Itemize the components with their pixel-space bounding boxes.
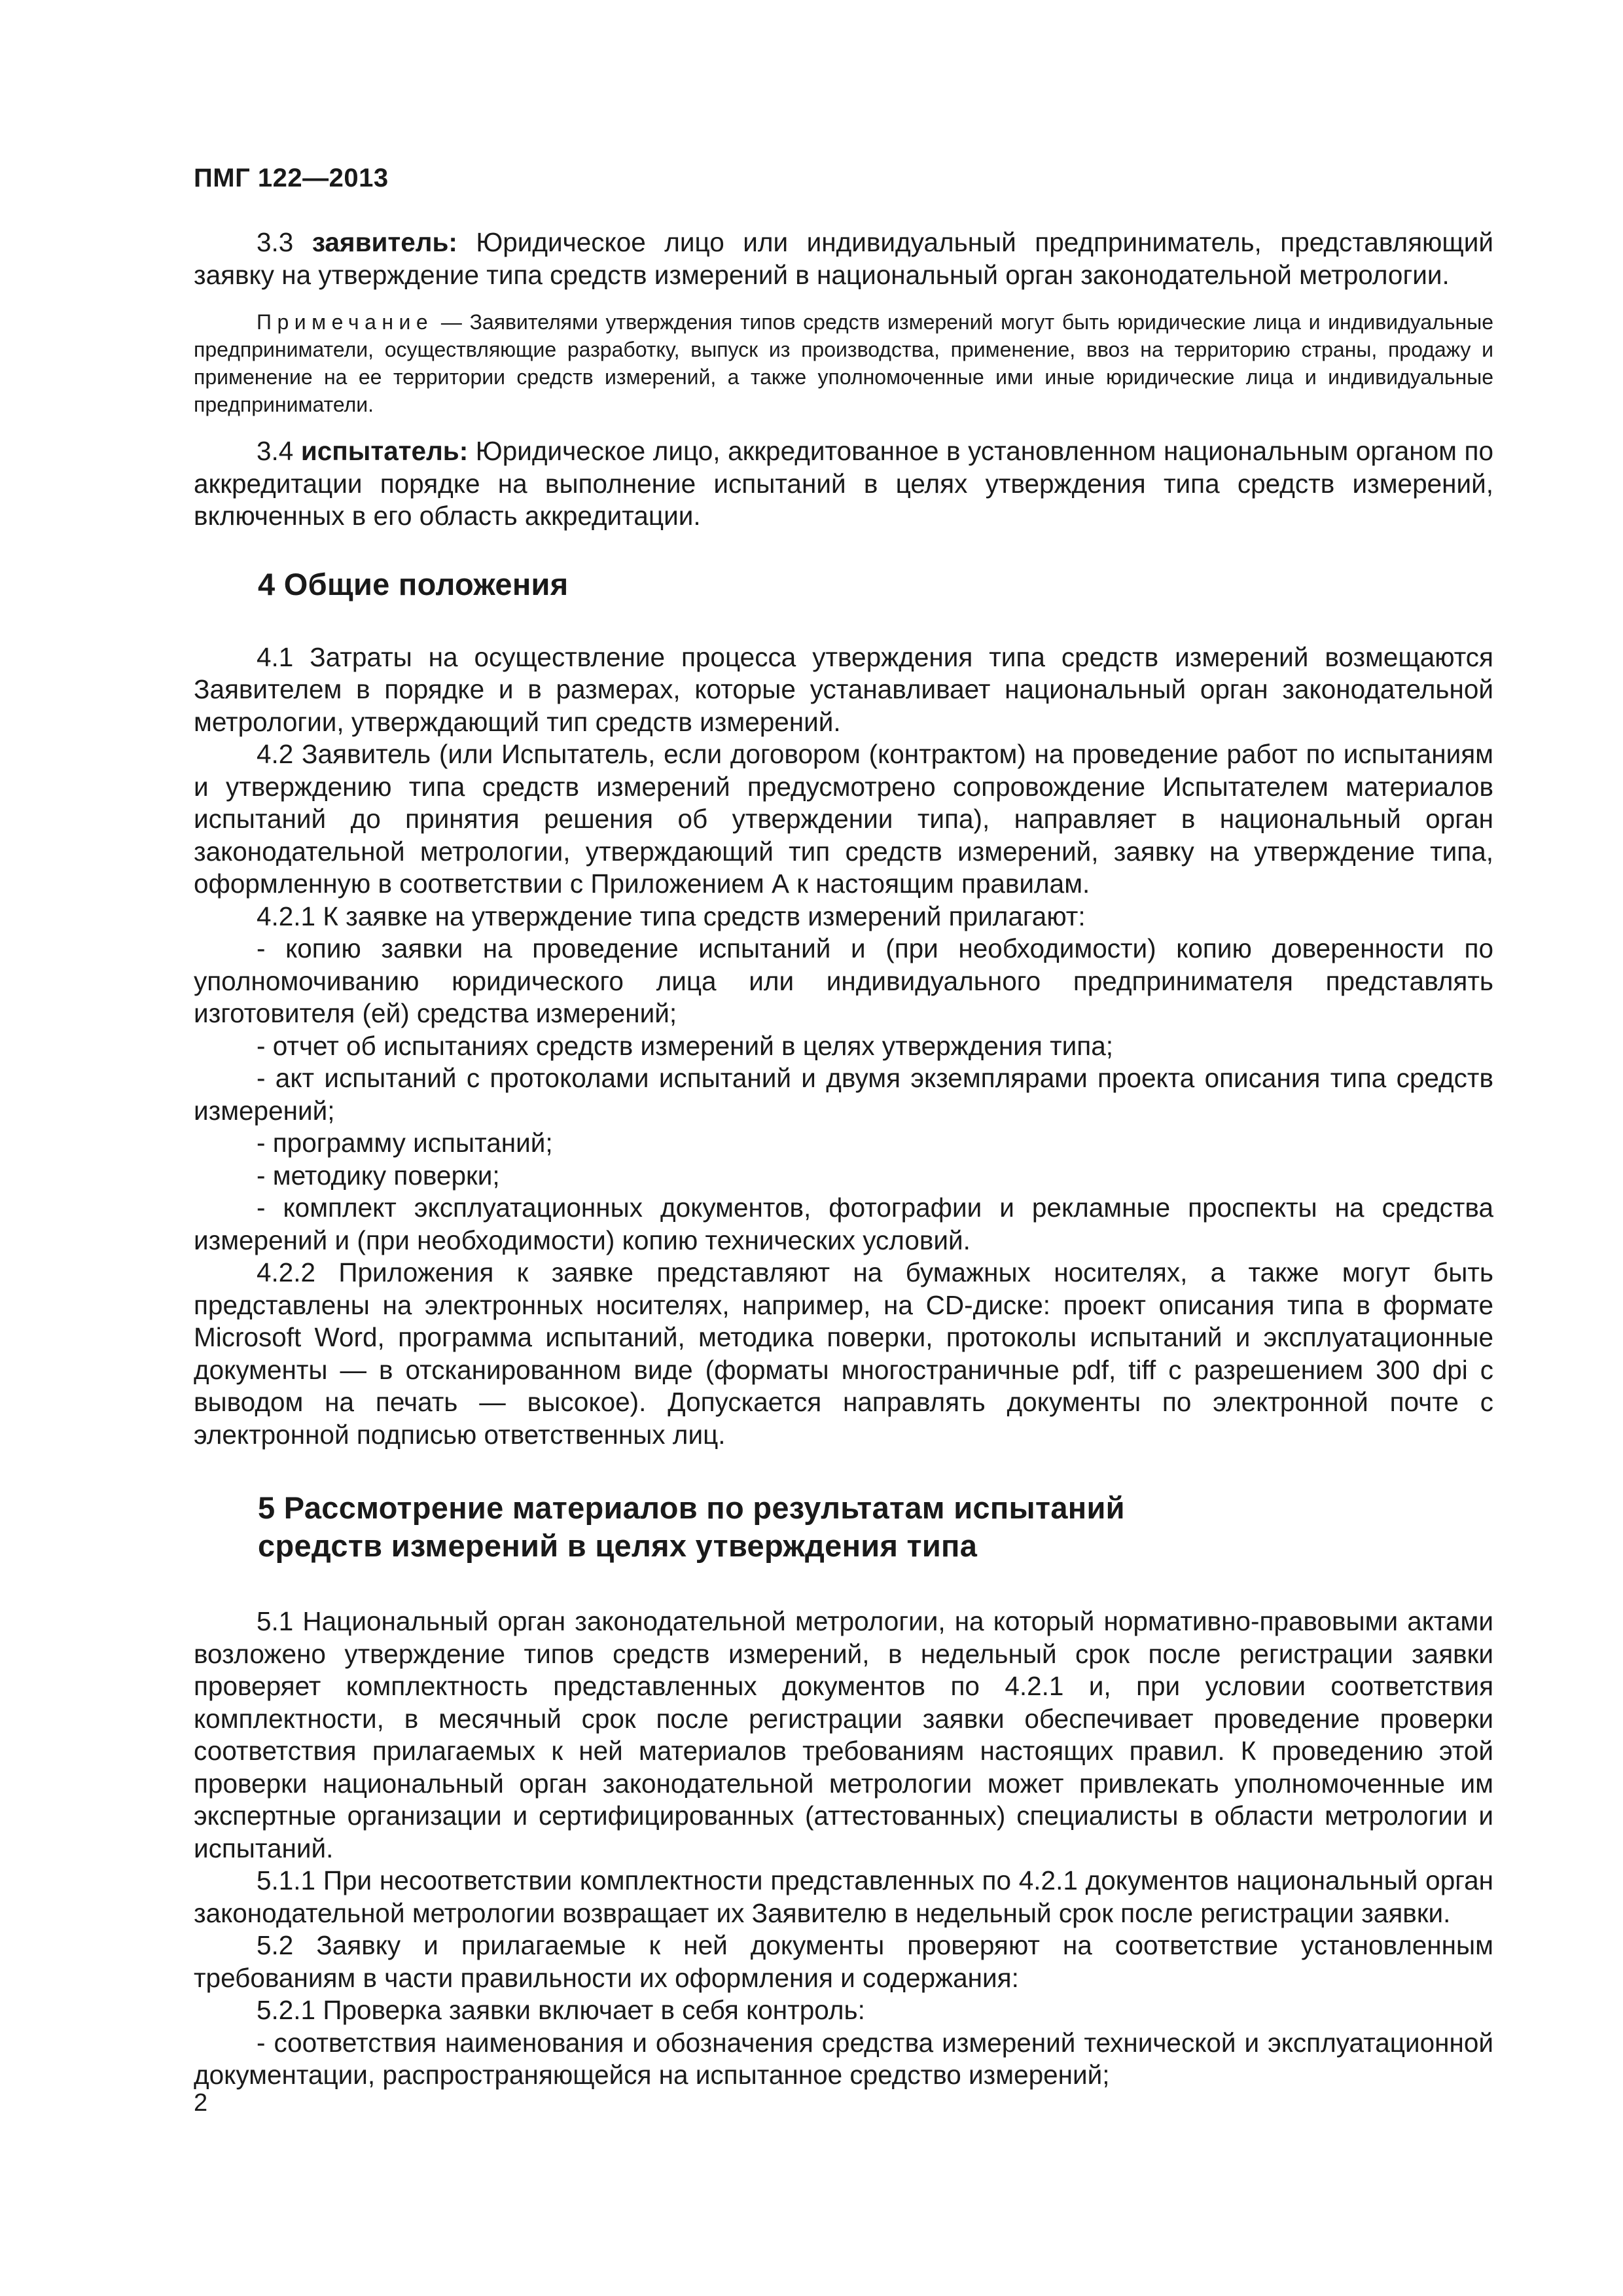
list-item: - акт испытаний с протоколами испытаний и двумя экземплярами проекта описания типа средств измерений; bbox=[194, 1063, 1493, 1126]
term-tester: испытатель: bbox=[300, 436, 469, 466]
term-applicant: заявитель: bbox=[312, 227, 457, 257]
section-5-heading bbox=[194, 1489, 1493, 1565]
list-item: - копию заявки на проведение испытаний и (при необходимости) копию доверенности по уполномочиванию юридического лица или индивидуального предпринимателя представлять изготовителя (ей) средства измерений; bbox=[194, 933, 1493, 1028]
clause-5-1-1: 5.1.1 При несоответствии комплектности представленных по 4.2.1 документов национальный орган законодательной метрологии возвращает их Заявителю в недельный срок после регистрации заявки. bbox=[194, 1865, 1493, 1928]
clause-number: 3.3 bbox=[257, 227, 294, 257]
clause-4-2: 4.2 Заявитель (или Испытатель, если договором (контрактом) на проведение работ по испытаниям и утверждению типа средств измерений предусмотрено сопровождение Испытателем материалов испытаний до принятия решения об утверждении типа), направляет в национальный орган законодательной метрологии, утверждающий тип средств измерений, заявку на утверждение типа, оформленную в соответствии с Приложением А к настоящим правилам. bbox=[194, 739, 1493, 899]
clause-5-2-1: 5.2.1 Проверка заявки включает в себя контроль: bbox=[257, 1995, 865, 2025]
note-dash: — bbox=[440, 310, 462, 334]
document-body bbox=[194, 226, 1493, 2092]
definition-text: Юридическое лицо, аккредитованное в установленном национальным органом по аккредитации порядке на выполнение испытаний в целях утверждения типа средств измерений, включенных в его область аккредитации. bbox=[194, 436, 1493, 531]
list-item: - комплект эксплуатационных документов, фотографии и рекламные проспекты на средства измерений и (при необходимости) копию технических условий. bbox=[194, 1193, 1493, 1255]
section-5-heading-line-2: средств измерений в целях утверждения типа bbox=[258, 1528, 978, 1563]
definition-text: Юридическое лицо или индивидуальный предприниматель, представляющий заявку на утверждение типа средств измерений в национальный орган законодательной метрологии. bbox=[194, 227, 1493, 290]
note bbox=[194, 308, 1493, 418]
clause-number: 3.4 bbox=[257, 436, 294, 466]
clause-4-2-2: 4.2.2 Приложения к заявке представляют на бумажных носителях, а также могут быть представлены на электронных носителях, например, на CD-диске: проект описания типа в формате Microsoft Word, программа испытаний, методика поверки, протоколы испытаний и эксплуатационные документы — в отсканированном виде (форматы многостраничные pdf, tiff с разрешением 300 dpi с выводом на печать — высокое). Допускается направлять документы по электронной почте с электронной подписью ответственных лиц. bbox=[194, 1257, 1493, 1450]
section-4-heading: 4 Общие положения bbox=[258, 566, 569, 601]
list-item: - программу испытаний; bbox=[257, 1128, 553, 1158]
list-item: - методику поверки; bbox=[257, 1160, 500, 1191]
list-item: - соответствия наименования и обозначения средства измерений технической и эксплуатационной документации, распространяющейся на испытанное средство измерений; bbox=[194, 2027, 1493, 2090]
list-item: - отчет об испытаниях средств измерений в целях утверждения типа; bbox=[257, 1030, 1113, 1061]
note-label: Примечание bbox=[257, 310, 434, 334]
clause-3-4 bbox=[194, 435, 1493, 533]
page-number: 2 bbox=[194, 2089, 208, 2117]
note-text: Заявителями утверждения типов средств измерений могут быть юридические лица и индивидуальные предприниматели, осуществляющие разработку, выпуск из производства, применение, ввоз на территорию страны, продажу и применение на ее территории средств измерений, а также уполномоченные ими иные юридические лица и индивидуальные предприниматели. bbox=[194, 310, 1494, 416]
clause-5-2: 5.2 Заявку и прилагаемые к ней документы проверяют на соответствие установленным требованиям в части правильности их оформления и содержания: bbox=[194, 1930, 1493, 1993]
clause-5-1: 5.1 Национальный орган законодательной метрологии, на который нормативно-правовыми актами возложено утверждение типов средств измерений, в недельный срок после регистрации заявки проверяет комплектность представленных документов по 4.2.1 и, при условии соответствия комплектности, в месячный срок после регистрации заявки обеспечивает проведение проверки соответствия прилагаемых к ней материалов требованиям настоящих правил. К проведению этой проверки национальный орган законодательной метрологии может привлекать уполномоченные им экспертные организации и сертифицированных (аттестованных) специалисты в области метрологии и испытаний. bbox=[194, 1606, 1493, 1863]
document-code-header: ПМГ 122—2013 bbox=[194, 164, 389, 192]
clause-4-1: 4.1 Затраты на осуществление процесса утверждения типа средств измерений возмещаются Заявителем в порядке и в размерах, которые устанавливает национальный орган законодательной метрологии, утверждающий тип средств измерений. bbox=[194, 641, 1493, 737]
clause-4-2-1: 4.2.1 К заявке на утверждение типа средств измерений прилагают: bbox=[257, 901, 1086, 931]
section-5-heading-line-1: 5 Рассмотрение материалов по результатам испытаний bbox=[258, 1490, 1125, 1525]
clause-3-3 bbox=[194, 226, 1493, 291]
